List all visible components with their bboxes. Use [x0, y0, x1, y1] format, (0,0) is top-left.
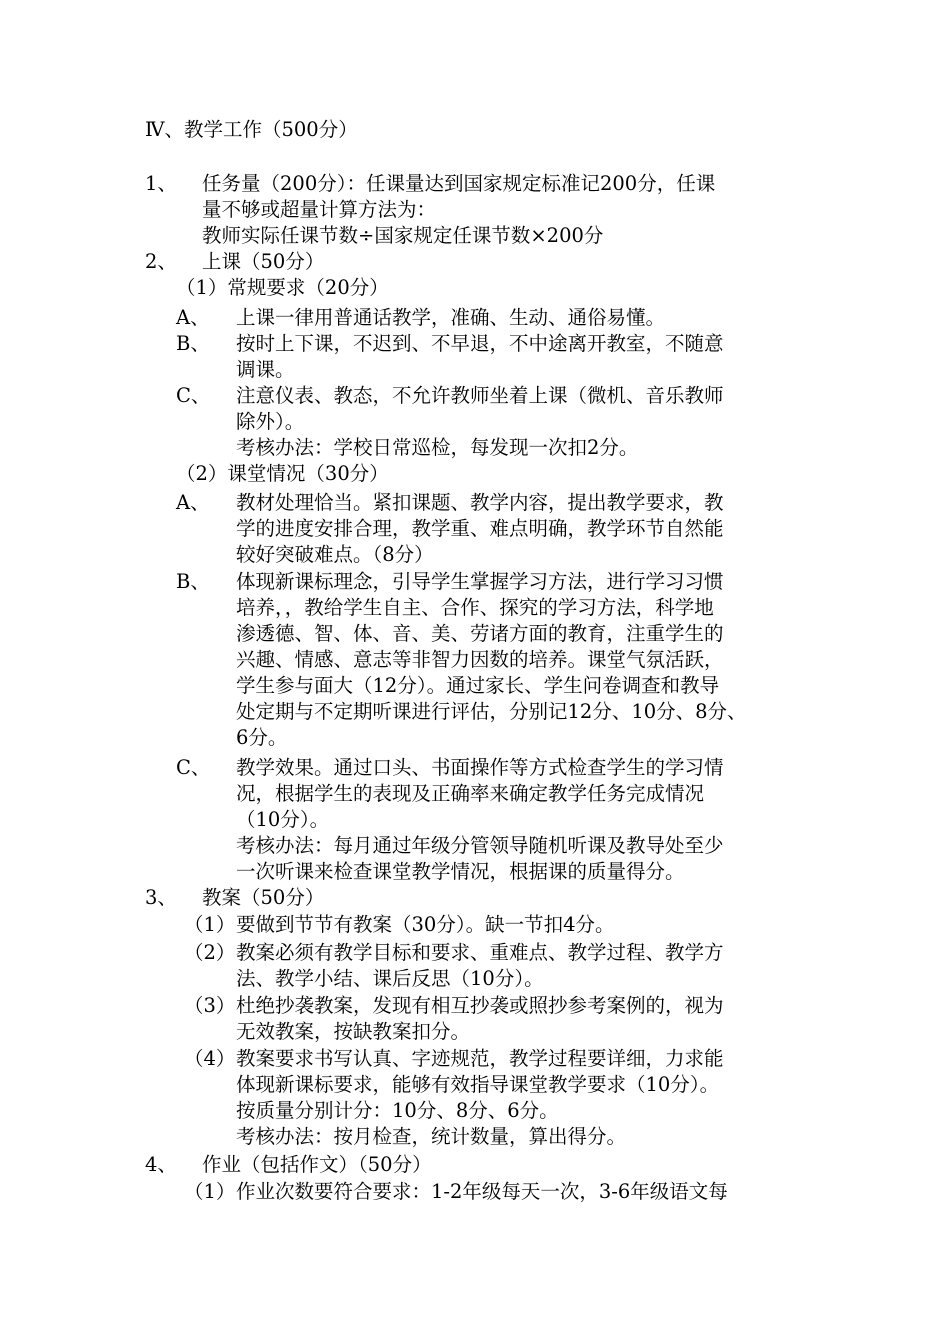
- item-title: 教案（50分）: [202, 886, 325, 909]
- paragraph-line: 教师实际任课节数÷国家规定任课节数×200分: [202, 224, 604, 247]
- paragraph-line: 体现新课标要求，能够有效指导课堂教学要求（10分）。: [236, 1073, 720, 1096]
- item-title: 上课（50分）: [202, 250, 325, 273]
- paragraph-line: 培养，，教给学生自主、合作、探究的学习方法，科学地: [236, 596, 714, 619]
- paragraph-line: 法、教学小结、课后反思（10分）。: [236, 967, 544, 990]
- paragraph-line: 渗透德、智、体、音、美、劳诸方面的教育，注重学生的: [236, 622, 724, 645]
- paragraph-line: 学的进度安排合理，教学重、难点明确，教学环节自然能: [236, 517, 724, 540]
- paragraph-line: 体现新课标理念，引导学生掌握学习方法，进行学习习惯: [236, 570, 724, 593]
- item-number: 2、: [145, 250, 177, 273]
- paragraph-line: 教材处理恰当。紧扣课题、教学内容，提出教学要求，教: [236, 491, 724, 514]
- item-title: 作业（包括作文）（50分）: [202, 1153, 432, 1176]
- item-marker: （1）: [184, 913, 236, 936]
- item-number: 4、: [145, 1153, 177, 1176]
- item-marker: （1）: [184, 1180, 236, 1203]
- section-heading: Ⅳ、教学工作（500分）: [145, 118, 358, 141]
- paragraph-line: 除外）。: [236, 410, 305, 433]
- assessment-note: 考核办法：学校日常巡检，每发现一次扣2分。: [236, 436, 639, 459]
- paragraph-line: 教学效果。通过口头、书面操作等方式检查学生的学习情: [236, 756, 724, 779]
- subsection-title: （1）常规要求（20分）: [176, 276, 389, 299]
- paragraph-line: 按质量分别计分：10分、8分、6分。: [236, 1099, 559, 1122]
- item-marker: （3）: [184, 994, 236, 1017]
- item-marker: C、: [176, 384, 211, 407]
- item-number: 3、: [145, 886, 177, 909]
- paragraph-line: 任务量（200分）：任课量达到国家规定标准记200分，任课: [202, 172, 716, 195]
- paragraph-line: 教案必须有教学目标和要求、重难点、教学过程、教学方: [236, 941, 724, 964]
- item-marker: A、: [176, 491, 210, 514]
- item-marker: （4）: [184, 1047, 236, 1070]
- paragraph-line: 无效教案，按缺教案扣分。: [236, 1020, 471, 1043]
- subsection-title: （2）课堂情况（30分）: [176, 462, 389, 485]
- item-marker: （2）: [184, 941, 236, 964]
- paragraph-line: （10分）。: [236, 808, 330, 831]
- item-marker: A、: [176, 306, 210, 329]
- assessment-note: 考核办法：每月通过年级分管领导随机听课及教导处至少: [236, 834, 724, 857]
- paragraph-line: 量不够或超量计算方法为：: [202, 198, 437, 221]
- paragraph-line: 兴趣、情感、意志等非智力因数的培养。课堂气氛活跃，: [236, 648, 724, 671]
- paragraph-line: 杜绝抄袭教案，发现有相互抄袭或照抄参考案例的，视为: [236, 994, 724, 1017]
- paragraph-line: 教案要求书写认真、字迹规范，教学过程要详细，力求能: [236, 1047, 724, 1070]
- paragraph-line: 作业次数要符合要求：1-2年级每天一次，3-6年级语文每: [236, 1180, 728, 1203]
- paragraph-line: 况，根据学生的表现及正确率来确定教学任务完成情况: [236, 782, 705, 805]
- item-marker: B、: [176, 332, 210, 355]
- paragraph-line: 学生参与面大（12分）。通过家长、学生问卷调查和教导: [236, 674, 720, 697]
- paragraph-line: 6分。: [236, 726, 288, 749]
- paragraph-line: 上课一律用普通话教学，准确、生动、通俗易懂。: [236, 306, 666, 329]
- paragraph-line: 处定期与不定期听课进行评估，分别记12分、10分、8分、: [236, 700, 747, 723]
- assessment-note: 考核办法：按月检查，统计数量，算出得分。: [236, 1125, 627, 1148]
- item-number: 1、: [145, 172, 177, 195]
- item-marker: C、: [176, 756, 211, 779]
- paragraph-line: 要做到节节有教案（30分）。缺一节扣4分。: [236, 913, 615, 936]
- item-marker: B、: [176, 570, 210, 593]
- assessment-note: 一次听课来检查课堂教学情况，根据课的质量得分。: [236, 860, 685, 883]
- paragraph-line: 调课。: [236, 358, 295, 381]
- paragraph-line: 按时上下课，不迟到、不早退，不中途离开教室，不随意: [236, 332, 724, 355]
- paragraph-line: 注意仪表、教态，不允许教师坐着上课（微机、音乐教师: [236, 384, 724, 407]
- paragraph-line: 较好突破难点。（8分）: [236, 543, 434, 566]
